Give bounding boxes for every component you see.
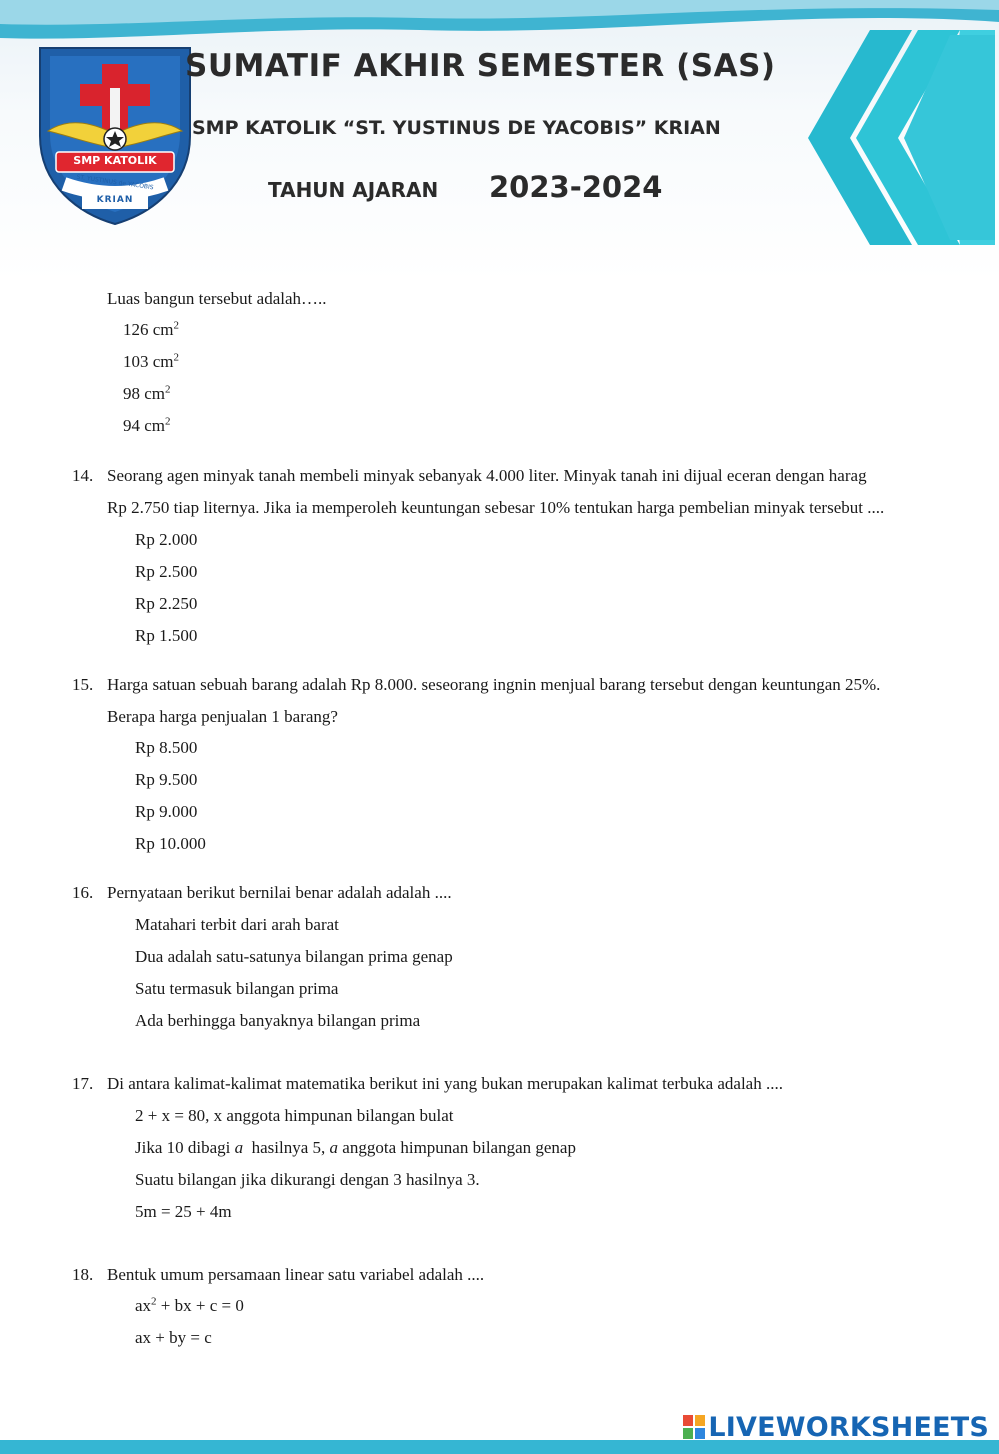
q18-option-a[interactable]: $ax^2$ + bx + c = 0 (135, 1295, 244, 1315)
q18-number: 18. (72, 1265, 94, 1284)
q17-option-d[interactable]: 5m = 25 + 4m (135, 1202, 232, 1221)
logo-text-top: SMP KATOLIK (73, 154, 157, 167)
school-name: SMP KATOLIK “ST. YUSTINUS DE YACOBIS” KRIAN (192, 117, 721, 139)
liveworksheets-wordmark: LIVEWORKSHEETS (708, 1411, 989, 1443)
chevron-decoration-icon (800, 30, 995, 245)
q16-option-b[interactable]: Dua adalah satu-satunya bilangan prima genap (135, 947, 453, 966)
academic-year: 2023-2024 (489, 170, 663, 204)
liveworksheets-brand[interactable] (682, 1410, 989, 1444)
q15-option-b[interactable]: Rp 9.500 (135, 770, 198, 789)
q13-option-c[interactable]: 98 $cm^2$ (123, 383, 171, 403)
q14-text-line-2: Rp 2.750 tiap liternya. Jika ia memperoleh keuntungan sebesar 10% tentukan harga pembelian minyak tersebut .... (107, 498, 885, 517)
q13-option-d[interactable]: 94 $cm^2$ (123, 415, 171, 435)
q15-text-line-2: Berapa harga penjualan 1 barang? (107, 707, 338, 726)
q15-option-a[interactable]: Rp 8.500 (135, 738, 198, 757)
q14-option-d[interactable]: Rp 1.500 (135, 626, 198, 645)
q16-option-a[interactable]: Matahari terbit dari arah barat (135, 915, 339, 934)
q14-number: 14. (72, 466, 94, 485)
q18-option-b[interactable]: ax + by = c (135, 1328, 212, 1347)
exam-title: SUMATIF AKHIR SEMESTER (SAS) (185, 48, 776, 84)
q16-option-c[interactable]: Satu termasuk bilangan prima (135, 979, 339, 998)
q17-option-a[interactable]: 2 + x = 80, x anggota himpunan bilangan bulat (135, 1106, 454, 1125)
logo-text-bottom: KRIAN (96, 195, 134, 205)
q17-number: 17. (72, 1074, 94, 1093)
q17-option-b[interactable]: Jika 10 dibagi a hasilnya 5, a anggota himpunan bilangan genap (135, 1138, 576, 1157)
q17-text: Di antara kalimat-kalimat matematika berikut ini yang bukan merupakan kalimat terbuka adalah .... (107, 1074, 783, 1093)
year-label: TAHUN AJARAN (268, 178, 439, 202)
liveworksheets-logo-icon (682, 1413, 706, 1441)
q14-option-a[interactable]: Rp 2.000 (135, 530, 198, 549)
q15-option-c[interactable]: Rp 9.000 (135, 802, 198, 821)
q15-option-d[interactable]: Rp 10.000 (135, 834, 206, 853)
q17-option-c[interactable]: Suatu bilangan jika dikurangi dengan 3 hasilnya 3. (135, 1170, 480, 1189)
q13-option-a[interactable]: 126 $cm^2$ (123, 319, 180, 339)
q15-number: 15. (72, 675, 94, 694)
logo-text-arc: ST. YUSTINUS de YACOBIS (76, 173, 154, 192)
q16-number: 16. (72, 883, 94, 902)
q15-text-line-1: Harga satuan sebuah barang adalah Rp 8.000. seseorang ingnin menjual barang tersebut dengan keuntungan 25%. (107, 675, 881, 694)
header-banner (0, 0, 999, 282)
q18-text: Bentuk umum persamaan linear satu variabel adalah .... (107, 1265, 485, 1284)
q14-option-c[interactable]: Rp 2.250 (135, 594, 198, 613)
q13-text: Luas bangun tersebut adalah….. (107, 289, 327, 308)
q16-text: Pernyataan berikut bernilai benar adalah adalah .... (107, 883, 452, 902)
q14-text-line-1: Seorang agen minyak tanah membeli minyak sebanyak 4.000 liter. Minyak tanah ini dijual eceran dengan harag (107, 466, 867, 485)
q14-option-b[interactable]: Rp 2.500 (135, 562, 198, 581)
q16-option-d[interactable]: Ada berhingga banyaknya bilangan prima (135, 1011, 421, 1030)
q13-option-b[interactable]: 103 $cm^2$ (123, 351, 180, 371)
